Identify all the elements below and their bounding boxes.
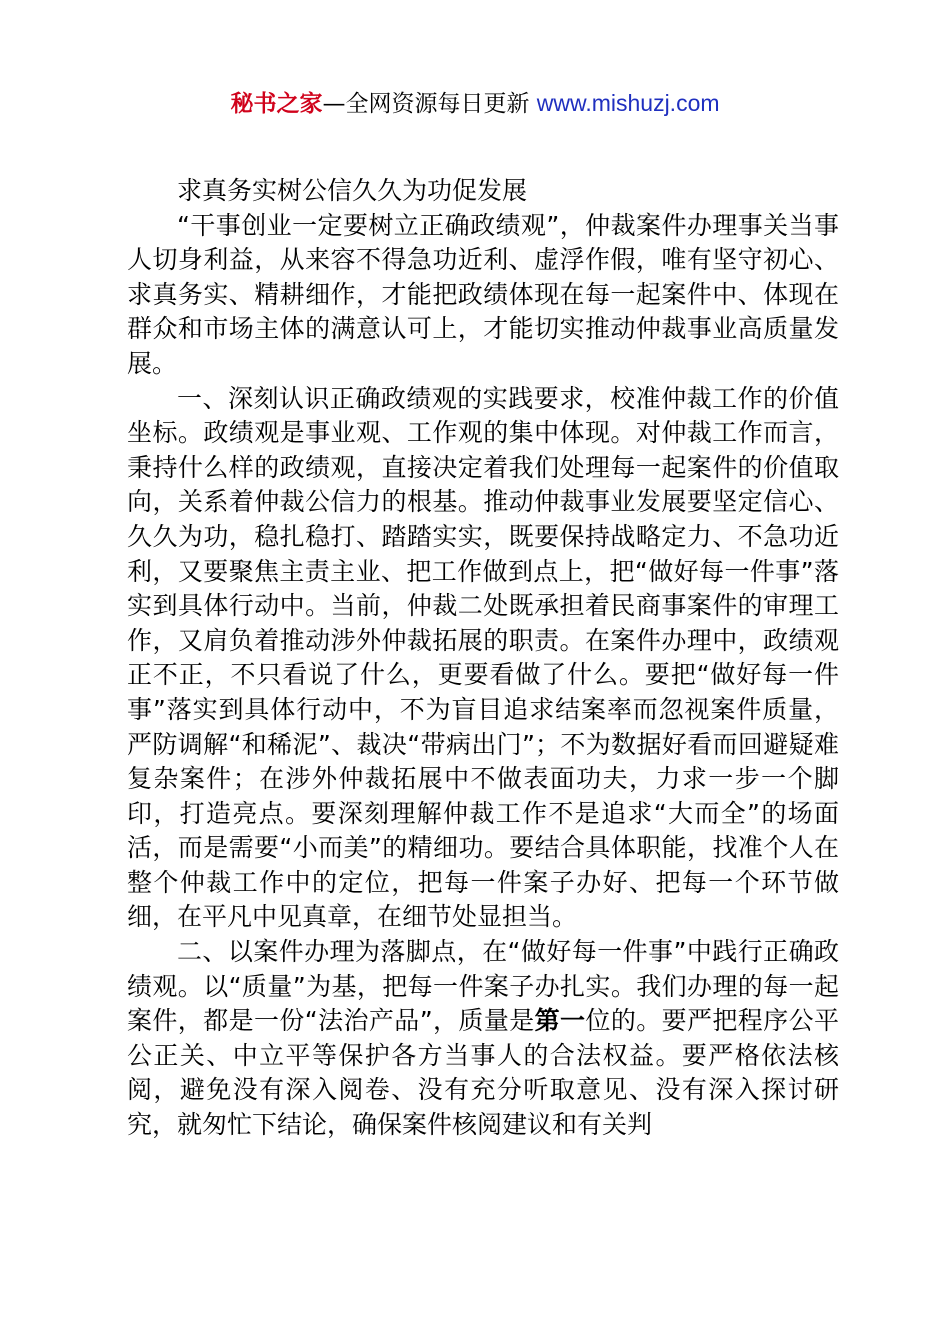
site-url-link[interactable]: www.mishuzj.com xyxy=(536,90,720,116)
document-title: 求真务实树公信久久为功促发展 xyxy=(177,176,528,205)
intro-paragraph: “干事创业一定要树立正确政绩观”，仲裁案件办理事关当事人切身利益，从来容不得急功近利、虚浮作假，唯有坚守初心、求真务实、精耕细作，才能把政绩体现在每一起案件中、体现在群众和市场主体的满意认可上，才能切实推动仲裁事业高质量发展。 xyxy=(127,210,839,378)
section-1-paragraph: 一、深刻认识正确政绩观的实践要求，校准仲裁工作的价值坐标。政绩观是事业观、工作观的集中体现。对仲裁工作而言，秉持什么样的政绩观，直接决定着我们处理每一起案件的价值取向，关系着仲裁公信力的根基。推动仲裁事业发展要坚定信心、久久为功，稳扎稳打、踏踏实实，既要保持战略定力、不急功近利，又要聚焦主责主业、把工作做到点上，把“做好每一件事”落实到具体行动中。当前，仲裁二处既承担着民商事案件的审理工作，又肩负着推动涉外仲裁拓展的职责。在案件办理中，政绩观正不正，不只看说了什么，更要看做了什么。要把“做好每一件事”落实到具体行动中，不为盲目追求结案率而忽视案件质量，严防调解“和稀泥”、裁决“带病出门”；不为数据好看而回避疑难复杂案件；在涉外仲裁拓展中不做表面功夫，力求一步一个脚印，打造亮点。要深刻理解仲裁工作不是追求“大而全”的场面活，而是需要“小而美”的精细功。要结合具体职能，找准个人在整个仲裁工作中的定位，把每一件案子办好、把每一个环节做细，在平凡中见真章，在细节处显担当。 xyxy=(127,383,839,932)
section-2-bold-text: 第一 xyxy=(534,1006,586,1036)
section-2-paragraph xyxy=(127,935,839,1143)
site-header xyxy=(0,86,950,121)
document-body xyxy=(127,174,839,1143)
section-2-text-before: 二、以案件办理为落脚点，在“做好每一件事”中践行正确政绩观。以“质量”为基，把每一件案子办扎实。我们办理的每一起案件，都是一份“法治产品”，质量是 xyxy=(127,937,839,1036)
brand-name: 秘书之家 xyxy=(230,91,323,117)
header-slogan: —全网资源每日更新 xyxy=(322,91,537,117)
section-2-text-after: 位的。要严把程序公平公正关、中立平等保护各方当事人的合法权益。要严格依法核阅，避免没有深入阅卷、没有充分听取意见、没有深入探讨研究，就匆忙下结论，确保案件核阅建议和有关判 xyxy=(127,1006,839,1140)
